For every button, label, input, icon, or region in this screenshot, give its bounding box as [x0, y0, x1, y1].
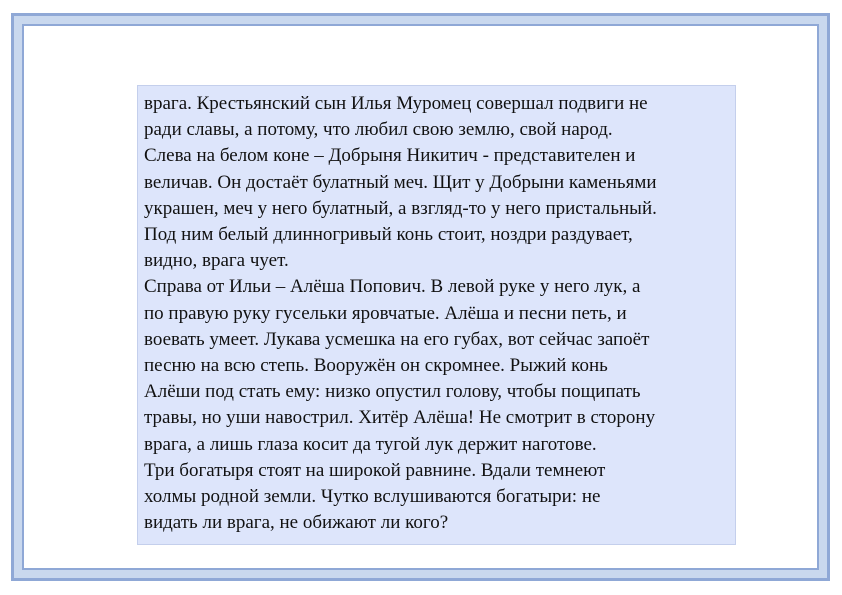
- text-line: Справа от Ильи – Алёша Попович. В левой руке у него лук, а: [144, 276, 641, 298]
- text-line: украшен, меч у него булатный, а взгляд-то у него пристальный.: [144, 197, 657, 219]
- text-line: Слева на белом коне – Добрыня Никитич - представителен и: [144, 145, 636, 167]
- text-line: величав. Он достаёт булатный меч. Щит у Добрыни каменьями: [144, 171, 657, 193]
- text-line: Алёши под стать ему: низко опустил голову, чтобы пощипать: [144, 381, 641, 403]
- text-line: травы, но уши навострил. Хитёр Алёша! Не смотрит в сторону: [144, 407, 656, 429]
- text-line: врага. Крестьянский сын Илья Муромец совершал подвиги не: [144, 93, 648, 114]
- text-line: Под ним белый длинногривый конь стоит, ноздри раздувает,: [144, 224, 633, 246]
- text-line: Три богатыря стоят на широкой равнине. Вдали темнеют: [144, 459, 606, 481]
- text-line: ради славы, а потому, что любил свою землю, свой народ.: [144, 119, 613, 141]
- text-line: видать ли врага, не обижают ли кого?: [144, 512, 449, 534]
- text-box: [137, 85, 736, 545]
- text-line: видно, врага чует.: [144, 250, 289, 272]
- text-line: воевать умеет. Лукава усмешка на его губах, вот сейчас запоёт: [144, 328, 650, 350]
- text-line: врага, а лишь глаза косит да тугой лук держит наготове.: [144, 433, 597, 455]
- text-line: песню на всю степь. Вооружён он скромнее. Рыжий конь: [144, 355, 608, 377]
- text-line: по правую руку гусельки яровчатые. Алёша и песни петь, и: [144, 302, 627, 324]
- text-line: холмы родной земли. Чутко вслушиваются богатыри: не: [144, 486, 601, 508]
